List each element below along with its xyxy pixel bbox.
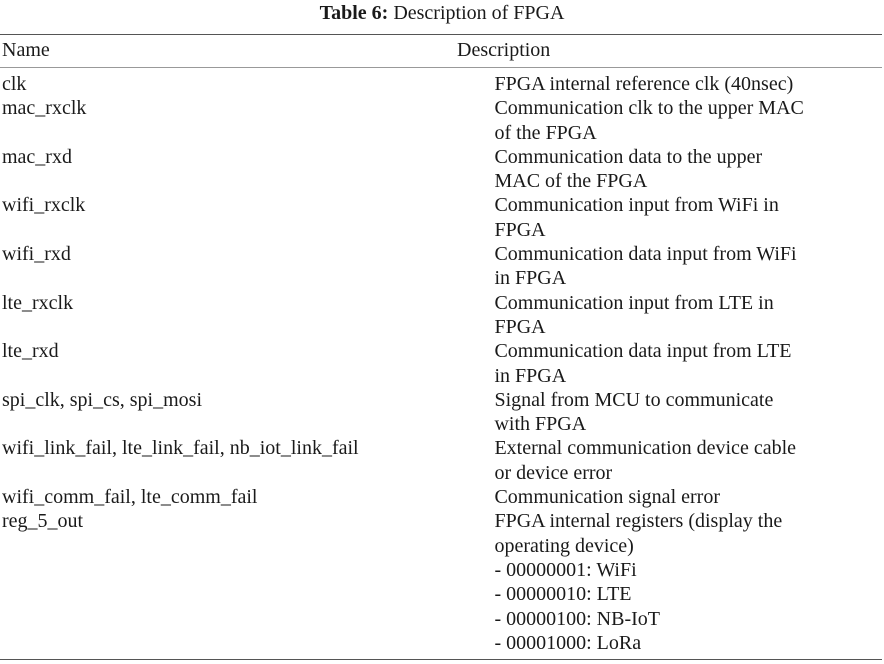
table-row	[0, 72, 884, 96]
table-row	[0, 291, 884, 340]
description-line: FPGA	[494, 218, 546, 241]
signal-description-cell	[494, 291, 884, 340]
description-line: Communication data to the upper	[494, 145, 763, 168]
description-line: or device error	[494, 461, 613, 484]
description-line: operating device)	[494, 534, 634, 557]
signal-name-cell: mac_rxclk	[2, 97, 87, 120]
signal-description-cell	[494, 388, 884, 437]
table-row	[0, 485, 884, 509]
description-line: FPGA	[494, 315, 546, 338]
description-line: - 00000010: LTE	[494, 583, 632, 606]
description-line: Communication signal error	[494, 486, 720, 509]
description-line: in FPGA	[494, 267, 567, 290]
description-line: - 00000001: WiFi	[494, 558, 637, 581]
description-line: - 00000100: NB-IoT	[494, 607, 661, 630]
table-row	[0, 193, 884, 242]
signal-name-cell: spi_clk, spi_cs, spi_mosi	[2, 388, 203, 411]
table-row	[0, 509, 884, 655]
signal-name-cell: clk	[2, 73, 27, 95]
table-row	[0, 388, 884, 437]
signal-name-cell: wifi_link_fail, lte_link_fail, nb_iot_link_fail	[2, 437, 359, 460]
description-line: Signal from MCU to communicate	[494, 388, 774, 411]
table-row	[0, 145, 884, 194]
description-line: Communication input from LTE in	[494, 291, 774, 314]
signal-description-cell	[494, 193, 884, 242]
signal-description-cell	[494, 509, 884, 655]
description-line: External communication device cable	[494, 437, 797, 460]
signal-description-cell	[494, 96, 884, 145]
table-row	[0, 339, 884, 388]
signal-table-body	[0, 72, 884, 655]
description-line: of the FPGA	[494, 121, 597, 144]
table-caption-text: Description of FPGA	[393, 2, 565, 24]
description-line: Communication data input from WiFi	[494, 243, 797, 266]
table-caption	[0, 0, 884, 26]
signal-name-cell: mac_rxd	[2, 145, 72, 168]
description-line: - 00001000: LoRa	[494, 631, 642, 654]
description-line: FPGA internal registers (display the	[494, 510, 783, 533]
description-line: Communication clk to the upper MAC	[494, 97, 804, 120]
description-line: MAC of the FPGA	[494, 170, 648, 193]
table-bottom-rule	[0, 659, 882, 660]
signal-table	[0, 72, 884, 655]
signal-description-cell	[494, 485, 884, 509]
description-line: FPGA internal reference clk (40nsec)	[494, 73, 794, 95]
table-header-rule	[0, 67, 882, 68]
description-line: with FPGA	[494, 413, 587, 436]
signal-name-cell: reg_5_out	[2, 510, 84, 533]
signal-name-cell: lte_rxclk	[2, 291, 74, 314]
signal-description-cell	[494, 145, 884, 194]
description-line: Communication input from WiFi in	[494, 194, 779, 217]
column-header-description: Description	[457, 39, 551, 61]
signal-name-cell: lte_rxd	[2, 340, 59, 363]
signal-description-cell	[494, 72, 884, 96]
table-row	[0, 242, 884, 291]
table-row	[0, 96, 884, 145]
table-caption-label: Table 6:	[319, 2, 389, 24]
table-row	[0, 436, 884, 485]
description-line: in FPGA	[494, 364, 567, 387]
table-top-rule	[0, 34, 882, 35]
signal-name-cell: wifi_rxclk	[2, 194, 86, 217]
signal-description-cell	[494, 242, 884, 291]
description-line: Communication data input from LTE	[494, 340, 792, 363]
signal-name-cell: wifi_rxd	[2, 243, 71, 266]
signal-name-cell: wifi_comm_fail, lte_comm_fail	[2, 486, 258, 509]
column-header-name: Name	[2, 39, 50, 61]
signal-description-cell	[494, 339, 884, 388]
signal-description-cell	[494, 436, 884, 485]
